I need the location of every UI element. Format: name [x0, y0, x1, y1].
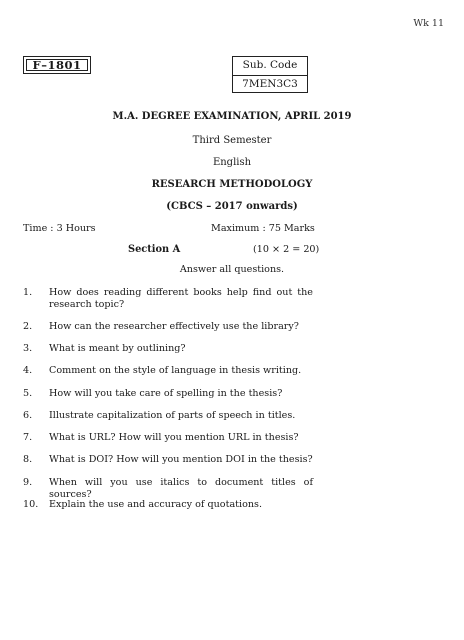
section-instruction: Answer all questions. [179, 264, 285, 275]
exam-paper-title: RESEARCH METHODOLOGY [151, 179, 313, 190]
time-allowed: Time : 3 Hours [23, 223, 96, 234]
question-text: How will you take care of spelling in the thesis? [49, 388, 283, 399]
question-item [23, 432, 313, 444]
sub-code-value: 7MEN3C3 [233, 75, 307, 94]
paper-code-box [23, 56, 91, 74]
question-number: 3. [23, 343, 33, 354]
question-text: Comment on the style of language in thesis writing. [49, 365, 302, 376]
question-number: 1. [23, 287, 33, 298]
question-number: 8. [23, 454, 33, 465]
question-item [23, 410, 313, 422]
question-text: How can the researcher effectively use the library? [49, 321, 299, 332]
question-item [23, 454, 313, 466]
question-text: How does reading different books help find out the research topic? [49, 287, 313, 310]
question-number: 10. [23, 499, 39, 510]
exam-title: M.A. DEGREE EXAMINATION, APRIL 2019 [112, 111, 352, 122]
question-number: 9. [23, 477, 33, 488]
sub-code-label: Sub. Code [242, 59, 298, 71]
question-item [23, 321, 313, 333]
question-number: 7. [23, 432, 33, 443]
question-number: 6. [23, 410, 33, 421]
question-number: 5. [23, 388, 33, 399]
question-text: What is meant by outlining? [49, 343, 186, 354]
question-text: When will you use italics to document titles of sources? [49, 477, 313, 500]
subject-code-box [232, 56, 308, 93]
question-item [23, 343, 313, 355]
section-title: Section A [128, 244, 181, 255]
maximum-marks: Maximum : 75 Marks [211, 223, 315, 234]
question-item [23, 477, 313, 501]
exam-scheme: (CBCS – 2017 onwards) [166, 201, 298, 212]
question-text: What is DOI? How will you mention DOI in the thesis? [49, 454, 313, 465]
page-tag: Wk 11 [413, 18, 444, 29]
exam-subject: English [212, 157, 252, 168]
paper-code: F–1801 [32, 58, 82, 72]
question-item [23, 287, 313, 311]
question-item [23, 365, 313, 377]
question-item [23, 499, 313, 511]
section-marks: (10 × 2 = 20) [253, 244, 320, 255]
question-number: 4. [23, 365, 33, 376]
question-number: 2. [23, 321, 33, 332]
question-text: Illustrate capitalization of parts of speech in titles. [49, 410, 296, 421]
exam-semester: Third Semester [192, 135, 272, 146]
question-item [23, 388, 313, 400]
question-text: Explain the use and accuracy of quotations. [49, 499, 263, 510]
question-text: What is URL? How will you mention URL in thesis? [49, 432, 299, 443]
